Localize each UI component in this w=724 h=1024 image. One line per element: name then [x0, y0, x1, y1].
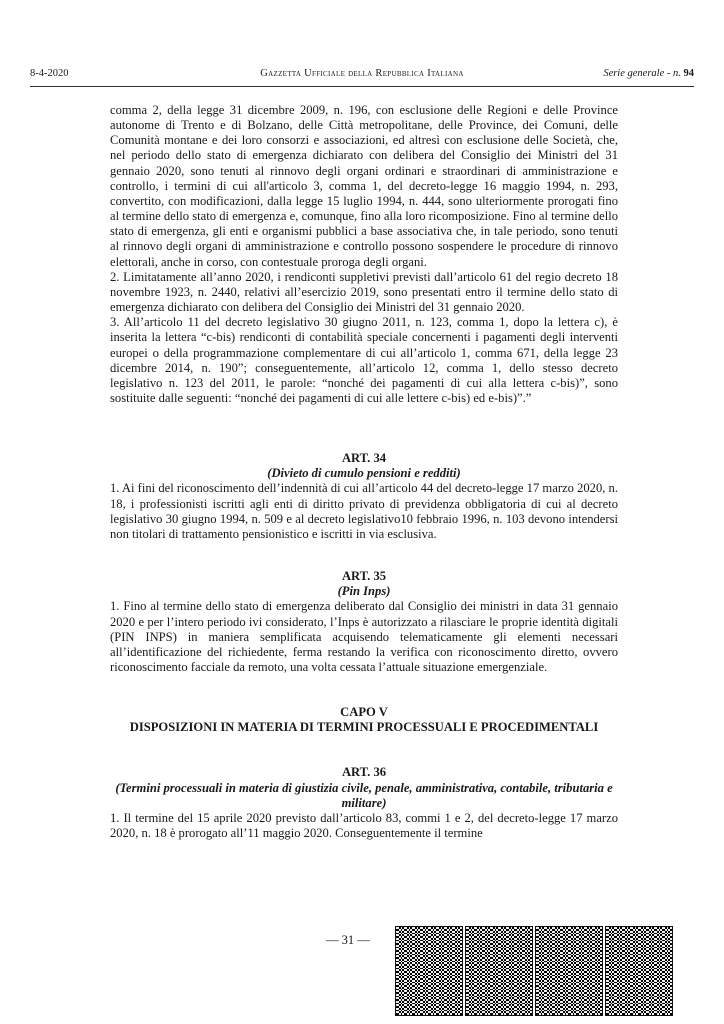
art35-subtitle: (Pin Inps) [337, 584, 391, 599]
datamatrix-code-icon [395, 926, 463, 1016]
art36-heading: ART. 36 [341, 765, 387, 780]
art35-text: 1. Fino al termine dello stato di emergenza deliberato dal Consiglio dei ministri in data 31 gennaio 2020 e per l’intero periodo ivi considerato, l’Inps è autorizzato a rilasciare le proprie identità digitali (PIN INPS) in maniera semplificata acquisendo telematicamente gli elementi necessari all’identificazione del richiedente, ferma restando la verifica con riconoscimento diretto, ovvero riconoscimento facciale da remoto, una volta cessata l’attuale situazione emergenziale. [110, 599, 618, 674]
header-rule [30, 86, 694, 87]
art34-text: 1. Ai fini del riconoscimento dell’indennità di cui all’articolo 44 del decreto-legge 17 marzo 2020, n. 18, i professionisti iscritti agli enti di diritto privato di previdenza obbligatoria di cui al decreto legislativo 30 giugno 1994, n. 509 e al decreto legislativo10 febbraio 1996, n. 103 devono intendersi non titolari di trattamento pensionistico e iscritti in via esclusiva. [110, 481, 618, 541]
datamatrix-code-icon [605, 926, 673, 1016]
spacer [110, 406, 618, 451]
page-header [30, 68, 694, 84]
intro-paragraph: comma 2, della legge 31 dicembre 2009, n. 196, con esclusione delle Regioni e delle Province autonome di Trento e di Bolzano, delle Città metropolitane, delle Province, dei Comuni, delle Comunità montane e dei loro consorzi e associazioni, ed altresì con esclusione delle Società, che, nel periodo dello stato di emergenza dichiarato con delibera del Consiglio dei Ministri del 31 gennaio 2020, sono tenuti al rinnovo degli organi ordinari e straordinari di amministrazione e controllo, i termini di cui all'articolo 3, comma 1, del decreto-legge 16 maggio 1994, n. 293, convertito, con modificazioni, dalla legge 15 luglio 1994, n. 444, sono ulteriormente prorogati fino al termine dello stato di emergenza e, comunque, fino alla loro ricomposizione. Fino al termine dello stato di emergenza, gli enti e organismi pubblici a base associativa che, in tale periodo, sono tenuti al rinnovo degli organi di amministrazione e controllo possono sospendere le procedure di rinnovo elettorali, anche in corso, con contestuale proroga degli organi. [110, 103, 618, 269]
capo-number: CAPO V [340, 705, 388, 720]
issue-date: 8-4-2020 [30, 68, 69, 79]
art36-text: 1. Il termine del 15 aprile 2020 previsto dall’articolo 83, commi 1 e 2, del decreto-legge 17 marzo 2020, n. 18 è prorogato all’11 maggio 2020. Conseguentemente il termine [110, 810, 618, 841]
series-number: 94 [683, 68, 694, 79]
art34-heading: ART. 34 [341, 451, 387, 466]
page-footer [0, 926, 724, 1016]
spacer [110, 542, 618, 569]
art34-subtitle: (Divieto di cumulo pensioni e redditi) [267, 466, 461, 481]
art36-subtitle: (Termini processuali in materia di giustizia civile, penale, amministrativa, contabile, tributaria e militare) [115, 780, 613, 810]
spacer [110, 735, 618, 765]
datamatrix-code-icon [465, 926, 533, 1016]
series-label [603, 68, 694, 79]
paragraph-3: 3. All’articolo 11 del decreto legislativo 30 giugno 2011, n. 123, comma 1, dopo la lettera c), è inserita la lettera “c-bis) rendiconti di contabilità speciale concernenti i pagamenti degli interventi europei o della programmazione complementare di cui all’articolo 1, comma 671, della legge 23 dicembre 2014, n. 190”; conseguentemente, all’articolo 12, comma 1, dello stesso decreto legislativo n. 123 del 2011, le parole: “nonché dei pagamenti di cui alla lettera c-bis)”, sono sostituite dalle seguenti: “nonché dei pagamenti di cui alle lettere c-bis) ed e-bis)”.” [110, 315, 618, 405]
spacer [110, 675, 618, 705]
datamatrix-code-icon [535, 926, 603, 1016]
series-text: Serie generale - n. [603, 68, 684, 79]
paragraph-2: 2. Limitatamente all’anno 2020, i rendiconti suppletivi previsti dall’articolo 61 del regio decreto 18 novembre 1923, n. 2440, relativi all’esercizio 2019, sono presentati entro il termine dello stato di emergenza dichiarato con delibera del Consiglio dei Ministri del 31 gennaio 2020. [110, 269, 618, 315]
art35-heading: ART. 35 [341, 569, 387, 584]
capo-title: DISPOSIZIONI IN MATERIA DI TERMINI PROCESSUALI E PROCEDIMENTALI [129, 720, 599, 735]
page-number: — 31 — [326, 933, 370, 947]
document-body [110, 103, 618, 841]
gazette-title: Gazzetta Ufficiale della Repubblica Italiana [260, 68, 464, 79]
